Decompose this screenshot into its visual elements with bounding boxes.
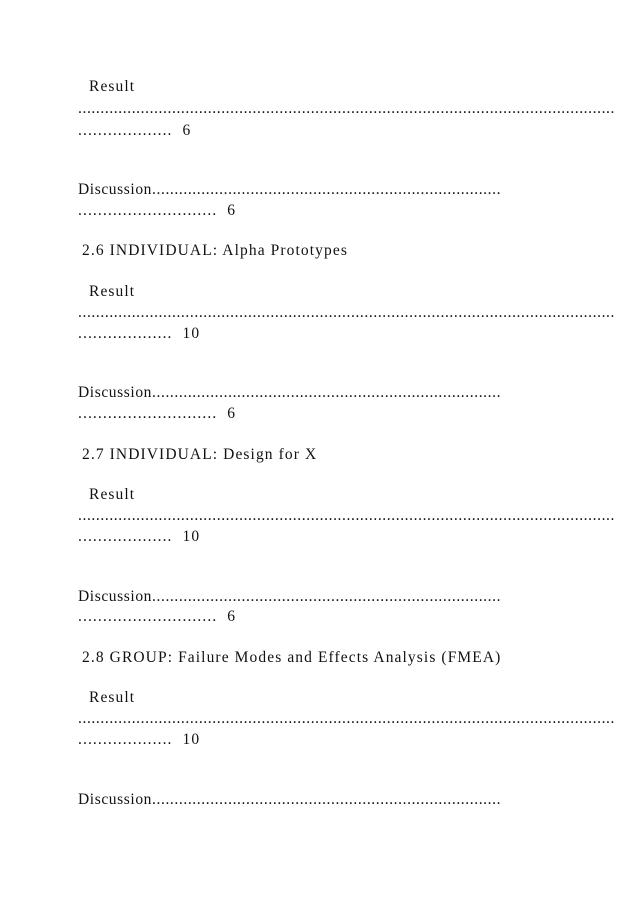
page-number: 10 (182, 528, 201, 545)
discussion-entry: Discussion.............................................................................. (78, 588, 502, 605)
leader-dots: ........................................................................................................................ (78, 100, 615, 117)
leader-dots: ................... (78, 122, 173, 139)
leader-dots: ........................................................................................................................ (78, 507, 615, 524)
result-label: Result (89, 283, 136, 300)
page-number: 6 (182, 122, 192, 139)
leader-dots: ................... (78, 731, 173, 748)
toc-entry-continuation (78, 608, 236, 626)
page-number: 10 (182, 325, 201, 342)
leader-dots: ................... (78, 325, 173, 342)
page-number: 6 (227, 202, 237, 219)
section-heading: 2.8 GROUP: Failure Modes and Effects Analysis (FMEA) (82, 649, 502, 666)
section-heading: 2.7 INDIVIDUAL: Design for X (82, 446, 318, 463)
toc-entry-continuation (78, 202, 236, 220)
discussion-entry: Discussion.............................................................................. (78, 384, 502, 401)
leader-dots: ............................ (78, 405, 218, 422)
page-number: 6 (227, 405, 237, 422)
page-number: 6 (227, 608, 237, 625)
toc-entry-continuation (78, 731, 200, 749)
toc-entry-continuation (78, 325, 200, 343)
discussion-entry: Discussion.............................................................................. (78, 791, 502, 808)
discussion-entry: Discussion.............................................................................. (78, 181, 502, 198)
toc-entry-continuation (78, 405, 236, 423)
toc-entry-continuation (78, 528, 200, 546)
result-label: Result (89, 78, 136, 95)
leader-dots: ........................................................................................................................ (78, 304, 615, 321)
result-label: Result (89, 486, 136, 503)
leader-dots: ........................................................................................................................ (78, 710, 615, 727)
leader-dots: ................... (78, 528, 173, 545)
page-number: 10 (182, 731, 201, 748)
leader-dots: ............................ (78, 608, 218, 625)
result-label: Result (89, 689, 136, 706)
toc-entry-continuation (78, 122, 191, 140)
section-heading: 2.6 INDIVIDUAL: Alpha Prototypes (82, 242, 348, 259)
leader-dots: ............................ (78, 202, 218, 219)
